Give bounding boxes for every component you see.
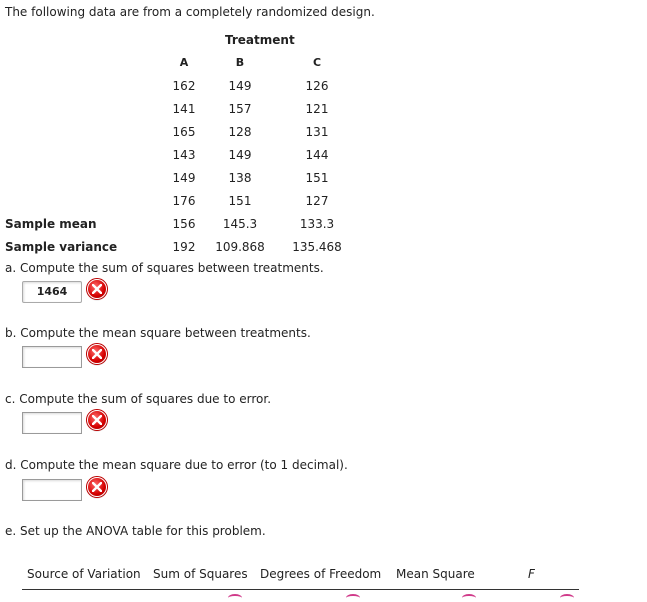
answer-d-input[interactable] [22, 479, 82, 501]
sample-variance-value: 135.468 [292, 240, 342, 254]
column-header-c: C [312, 56, 322, 69]
table-cell: 149 [228, 148, 252, 162]
table-cell: 149 [172, 171, 196, 185]
table-cell: 143 [172, 148, 196, 162]
sample-mean-label: Sample mean [5, 217, 97, 231]
column-header-a: A [179, 56, 189, 69]
sample-mean-value: 156 [172, 217, 196, 231]
intro-text: The following data are from a completely randomized design. [5, 5, 375, 19]
incorrect-x-icon [87, 477, 107, 497]
answer-c-input[interactable] [22, 412, 82, 434]
table-cell: 141 [172, 102, 196, 116]
table-cell: 128 [228, 125, 252, 139]
table-cell: 127 [305, 194, 329, 208]
question-a-text: a. Compute the sum of squares between treatments. [5, 261, 324, 275]
answer-b-input[interactable] [22, 346, 82, 368]
table-cell: 121 [305, 102, 329, 116]
anova-header-df: Degrees of Freedom [260, 567, 382, 581]
anova-icon-partial [346, 594, 360, 602]
answer-a-input[interactable]: 1464 [22, 281, 82, 303]
anova-header-rule [22, 589, 579, 590]
table-cell: 151 [228, 194, 252, 208]
question-c-text: c. Compute the sum of squares due to error. [5, 392, 272, 406]
question-b-text: b. Compute the mean square between treatments. [5, 326, 311, 340]
column-header-b: B [235, 56, 245, 69]
sample-mean-value: 145.3 [222, 217, 258, 231]
question-d-text: d. Compute the mean square due to error (to 1 decimal). [5, 458, 348, 472]
table-cell: 144 [305, 148, 329, 162]
table-cell: 149 [228, 79, 252, 93]
anova-icon-partial [228, 594, 242, 602]
table-cell: 126 [305, 79, 329, 93]
treatment-header: Treatment [225, 33, 295, 47]
table-cell: 151 [305, 171, 329, 185]
anova-header-ms: Mean Square [396, 567, 475, 581]
anova-header-f: F [528, 567, 535, 581]
table-cell: 162 [172, 79, 196, 93]
anova-icon-partial [462, 594, 476, 602]
anova-header-ss: Sum of Squares [153, 567, 248, 581]
table-cell: 165 [172, 125, 196, 139]
table-cell: 157 [228, 102, 252, 116]
anova-header-source: Source of Variation [27, 567, 141, 581]
sample-variance-label: Sample variance [5, 240, 118, 254]
sample-variance-value: 109.868 [215, 240, 265, 254]
incorrect-x-icon [87, 279, 107, 299]
anova-icon-partial [560, 594, 574, 602]
table-cell: 131 [305, 125, 329, 139]
table-cell: 138 [228, 171, 252, 185]
table-cell: 176 [172, 194, 196, 208]
incorrect-x-icon [87, 344, 107, 364]
question-e-text: e. Set up the ANOVA table for this problem. [5, 524, 266, 538]
sample-mean-value: 133.3 [299, 217, 335, 231]
sample-variance-value: 192 [172, 240, 196, 254]
incorrect-x-icon [87, 410, 107, 430]
